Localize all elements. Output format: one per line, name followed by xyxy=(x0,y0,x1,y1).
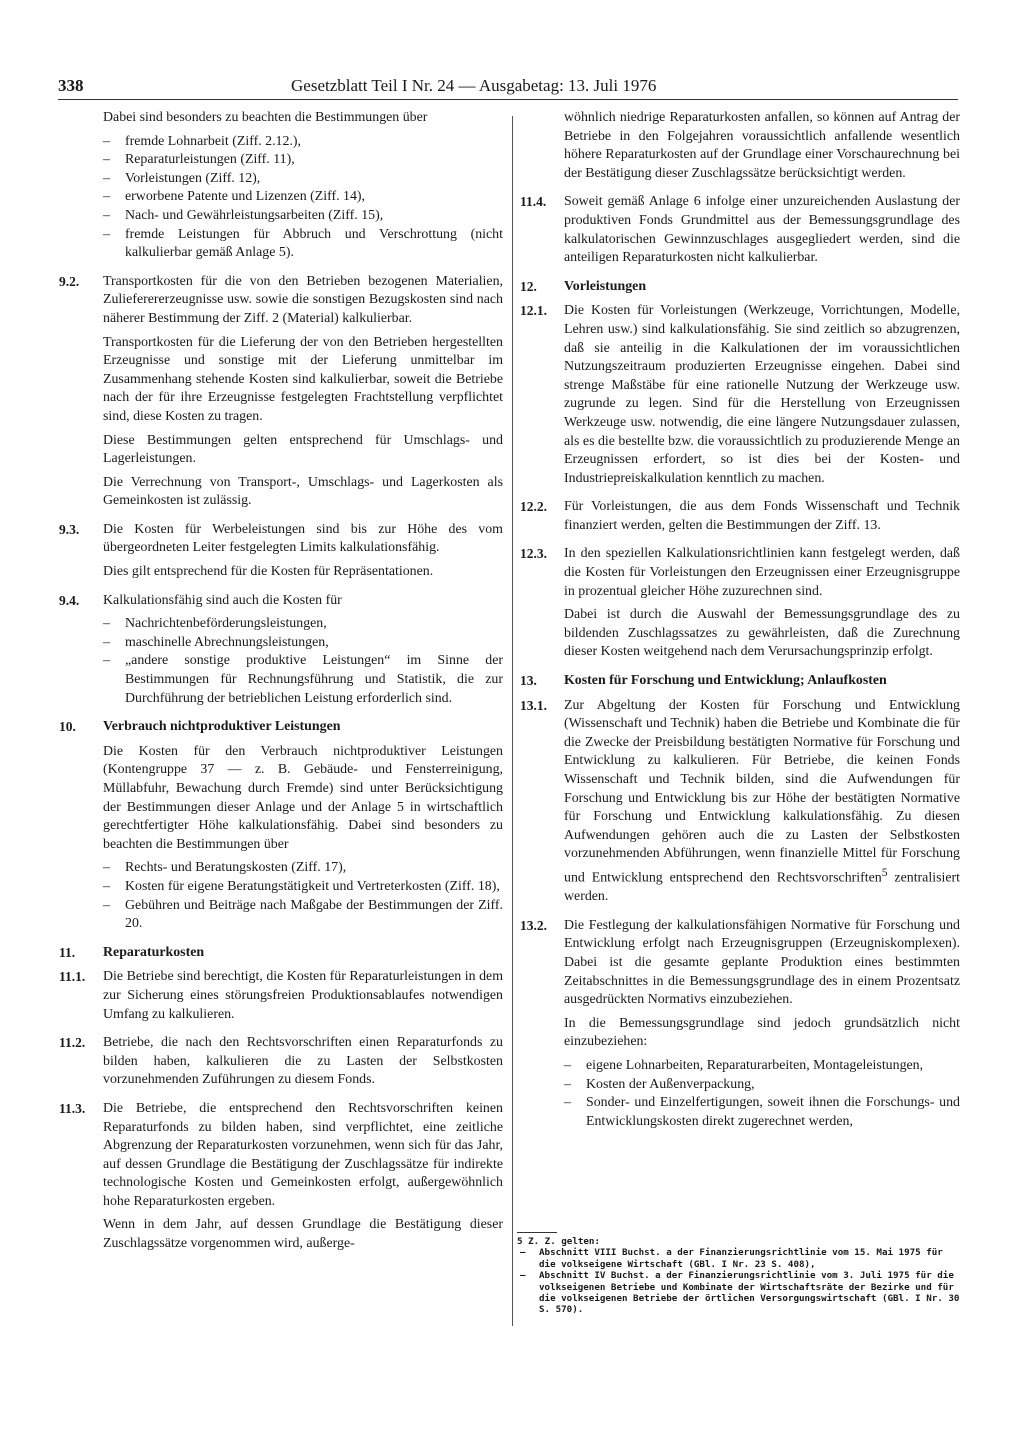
section-number: 12.3. xyxy=(520,546,547,562)
list-item: – eigene Lohnarbeiten, Reparaturarbeiten, Montageleistungen, xyxy=(564,1057,960,1076)
dash-list xyxy=(103,859,503,933)
header-rule xyxy=(58,99,958,100)
dash-list xyxy=(103,133,503,263)
paragraph: Die Kosten für Werbeleistungen sind bis zur Höhe des vom übergeordneten Leiter festgelegten Limits kalkulationsfähig. xyxy=(103,521,503,556)
right-column xyxy=(520,109,960,1137)
section-number: 11. xyxy=(59,944,76,960)
list-item: – „andere sonstige produktive Leistungen“ im Sinne der Bestimmungen für Rechnungsführung und Statistik, die zur Durchführung der betrieblichen Leistung erforderlich sind. xyxy=(103,652,503,708)
paragraph: Dabei ist durch die Auswahl der Bemessungsgrundlage des zu bildenden Zuschlagssatzes zu gewährleisten, daß die Zurechnung dieser Kosten weitgehend nach dem Verursachungsprinzip erfolgt. xyxy=(564,607,960,660)
list-item: – Nachrichtenbeförderungsleistungen, xyxy=(103,615,503,634)
list-item: – Kosten der Außenverpackung, xyxy=(564,1076,960,1095)
section-11-2 xyxy=(59,1034,503,1090)
section-number: 13.1. xyxy=(520,697,547,713)
list-item: – Reparaturleistungen (Ziff. 11), xyxy=(103,151,503,170)
paragraph: In die Bemessungsgrundlage sind jedoch grundsätzlich nicht einzubeziehen: xyxy=(564,1015,960,1050)
section-title: Kosten für Forschung und Entwicklung; Anlaufkosten xyxy=(564,673,887,689)
section-number: 12.1. xyxy=(520,303,547,319)
header-title: Gesetzblatt Teil I Nr. 24 — Ausgabetag: 13. Juli 1976 xyxy=(291,76,657,95)
paragraph: Dies gilt entsprechend für die Kosten für Repräsentationen. xyxy=(103,564,434,580)
section-12-3 xyxy=(520,545,960,662)
section-number: 10. xyxy=(59,719,76,735)
section-number: 11.2. xyxy=(59,1035,86,1051)
section-number: 13. xyxy=(520,673,537,689)
paragraph: Die Kosten für Vorleistungen (Werkzeuge, Vorrichtungen, Modelle, Lehren usw.) sind kalkulationsfähig. Sie sind zeitlich so abzugrenzen, daß sie anteilig in die Kalkulationen der im voraussichtlichen Nutzungszeitraum produzierten Erzeugnisse eingehen. Dabei sind strenge Maßstäbe für eine rationelle Nutzung der Werkzeuge usw. zugrunde zu legen. Sind für die Herstellung von Erzeugnissen Werkzeuge usw. notwendig, die eine längere Nutzungsdauer zulassen, als es die bestellte bzw. die voraussichtlich zu produzierende Menge an Erzeugnissen erfordert, so ist dies bei der Kosten- und Industriepreiskalkulation kenntlich zu machen. xyxy=(564,303,960,486)
section-number: 13.2. xyxy=(520,917,547,933)
section-9-4 xyxy=(59,592,503,709)
list-item: – fremde Lohnarbeit (Ziff. 2.12.), xyxy=(103,133,503,152)
paragraph: Dabei sind besonders zu beachten die Bestimmungen über xyxy=(103,110,428,125)
left-column xyxy=(59,109,503,1260)
list-item: – erworbene Patente und Lizenzen (Ziff. 14), xyxy=(103,188,503,207)
section-12-1 xyxy=(520,302,960,488)
footnote-item: – Abschnitt IV Buchst. a der Finanzierungsrichtlinie vom 3. Juli 1975 für die volkseigenen Betriebe und Kombinate der Wirtschaftsräte der Bezirke und für die volkseigenen Betriebe der örtlichen Versorgungswirtschaft (GBl. I Nr. 30 S. 570). xyxy=(517,1270,962,1316)
paragraph: Betriebe, die nach den Rechtsvorschriften einen Reparaturfonds zu bilden haben, kalkulieren die zu Lasten der Selbstkosten vorzunehmenden Zuführungen zu diesem Fonds. xyxy=(103,1035,503,1088)
paragraph: In den speziellen Kalkulationsrichtlinien kann festgelegt werden, daß die Kosten für Vorleistungen den Erzeugnissen einer Erzeugnisgruppe in prozentual gleicher Höhe zuzurechnen sind. xyxy=(564,546,960,599)
continuation-paragraph xyxy=(564,109,960,183)
section-title: Vorleistungen xyxy=(564,278,647,294)
section-number: 11.3. xyxy=(59,1100,86,1116)
column-divider xyxy=(512,116,513,1326)
section-number: 9.3. xyxy=(59,521,80,537)
list-item: – Gebühren und Beiträge nach Maßgabe der Bestimmungen der Ziff. 20. xyxy=(103,897,503,934)
paragraph: Für Vorleistungen, die aus dem Fonds Wissenschaft und Technik finanziert werden, gelten die Bestimmungen der Ziff. 13. xyxy=(564,499,960,533)
section-number: 9.2. xyxy=(59,273,80,289)
footnote xyxy=(517,1232,962,1316)
paragraph: Soweit gemäß Anlage 6 infolge einer unzureichenden Auslastung der produktiven Fonds Grundmittel aus der Bemessungsgrundlage des kalkulatorischen Gewinnzuschlages ausgegliedert werden, sind die anteiligen Reparaturkosten nicht kalkulierbar. xyxy=(564,194,960,266)
paragraph: Die Kosten für den Verbrauch nichtproduktiver Leistungen (Kontengruppe 37 — z. B. Gebäude- und Fensterreinigung, Müllabfuhr, Bewachung durch Fremde) sind unter Berücksichtigung der Bestimmungen dieser Anlage und der Anlage 5 in wirtschaftlich gerechtfertigter Höhe kalkulationsfähig. Dabei sind besonders zu beachten die Bestimmungen über xyxy=(103,743,503,852)
footnote-item: – Abschnitt VIII Buchst. a der Finanzierungsrichtlinie vom 15. Mai 1975 für die volkseigene Wirtschaft (GBl. I Nr. 23 S. 408), xyxy=(517,1247,962,1270)
page-header xyxy=(58,73,958,99)
section-number: 11.1. xyxy=(59,969,86,985)
paragraph xyxy=(564,697,960,907)
section-number: 11.4. xyxy=(520,194,547,210)
paragraph: Kalkulationsfähig sind auch die Kosten für xyxy=(103,592,342,608)
section-12-2 xyxy=(520,498,960,535)
paragraph: Die Festlegung der kalkulationsfähigen Normative für Forschung und Entwicklung erfolgt nach Erzeugnisgruppen (Erzeugniskomplexen). Dabei ist die gesamte geplante Produktion eines bestimmten Zeitabschnittes in die Bemessungsgrundlage des in einem Prozentsatz ausgedrückten Normativs einzubeziehen. xyxy=(564,917,960,1008)
section-13-1 xyxy=(520,697,960,907)
section-9-2 xyxy=(59,273,503,511)
list-item: – maschinelle Abrechnungsleistungen, xyxy=(103,634,503,653)
section-12 xyxy=(520,278,960,297)
footnote-head: 5 Z. Z. gelten: xyxy=(517,1236,600,1247)
list-item: – Kosten für eigene Beratungstätigkeit und Vertreterkosten (Ziff. 18), xyxy=(103,878,503,897)
paragraph: Die Betriebe sind berechtigt, die Kosten für Reparaturleistungen in dem zur Sicherung eines störungsfreien Produktionsablaufes notwendigen Umfang zu kalkulieren. xyxy=(103,969,503,1022)
list-item: – Rechts- und Beratungskosten (Ziff. 17), xyxy=(103,859,503,878)
footnote-rule xyxy=(517,1232,557,1233)
list-item: – Vorleistungen (Ziff. 12), xyxy=(103,170,503,189)
paragraph: wöhnlich niedrige Reparaturkosten anfallen, so können auf Antrag der Betriebe in den Folgejahren voraussichtlich anfallende wesentlich höhere Reparaturkosten auf der Grundlage einer Vorschaurechnung bei der Bestätigung dieser Zuschlagssätze berücksichtigt werden. xyxy=(564,110,960,181)
list-item: – Sonder- und Einzelfertigungen, soweit ihnen die Forschungs- und Entwicklungskosten direkt zugerechnet werden, xyxy=(564,1094,960,1131)
section-number: 9.4. xyxy=(59,592,80,608)
paragraph: Wenn in dem Jahr, auf dessen Grundlage die Bestätigung dieser Zuschlagssätze vorgenommen wird, außerge- xyxy=(103,1217,503,1252)
paragraph: Die Betriebe, die entsprechend den Rechtsvorschriften keinen Reparaturfonds zu bilden haben, sind verpflichtet, eine zeitliche Abgrenzung der Reparaturkosten vorzunehmen, wenn sich für das Jahr, auf dessen Grundlage die Bestätigung der Zuschlagssätze für indirekte technologische Kosten und Gemeinkosten erfolgt, außergewöhnlich hohe Reparaturkosten ergeben. xyxy=(103,1100,503,1209)
section-9-3 xyxy=(59,521,503,582)
section-11-1 xyxy=(59,968,503,1024)
section-11-4 xyxy=(520,193,960,267)
paragraph: Transportkosten für die Lieferung der von den Betrieben hergestellten Erzeugnisse und sonstige mit der Lieferung unmittelbar im Zusammenhang stehende Kosten sind kalkulierbar, soweit die Betriebe nach der für ihre Erzeugnisse festgelegten Frachtstellung verpflichtet sind, diese Kosten zu tragen. xyxy=(103,334,503,424)
paragraph: Transportkosten für die von den Betrieben bezogenen Materialien, Zulieferererzeugnisse usw. sowie die sonstigen Bezugskosten sind nach näherer Bestimmung der Ziff. 2 (Material) kalkulierbar. xyxy=(103,273,503,326)
section-title: Reparaturkosten xyxy=(103,944,205,960)
paragraph-text: Zur Abgeltung der Kosten für Forschung und Entwicklung (Wissenschaft und Technik) haben die Betriebe und Kombinate die für die Zwecke der Preisbildung bestätigten Normative für Forschung und Entwicklung zu kalkulieren. Für Betriebe, die keinen Fonds Wissenschaft und Technik bilden, sind die Aufwendungen für Forschung und Entwicklung bis zur Höhe der bestätigten Normative für Forschung und Entwicklung kalkulationsfähig. Zu diesen Aufwendungen gehören auch die zu Lasten der Selbstkosten vorzunehmenden Abführungen, wenn finanzielle Mittel für Forschung und Entwicklung entsprechend den Rechtsvorschriften xyxy=(564,697,960,886)
section-10 xyxy=(59,718,503,934)
dash-list xyxy=(564,1057,960,1131)
paragraph: Die Verrechnung von Transport-, Umschlags- und Lagerkosten als Gemeinkosten ist zulässig. xyxy=(103,474,503,509)
section-number: 12.2. xyxy=(520,499,547,515)
footnote-marker: 5 xyxy=(881,865,888,879)
section-13-2 xyxy=(520,917,960,1132)
paragraph-text: zentralisiert werden. xyxy=(564,870,960,905)
section-13 xyxy=(520,672,960,691)
intro-section xyxy=(103,109,503,263)
dash-list xyxy=(103,615,503,708)
section-title: Verbrauch nichtproduktiver Leistungen xyxy=(103,719,341,735)
list-item: – fremde Leistungen für Abbruch und Verschrottung (nicht kalkulierbar gemäß Anlage 5). xyxy=(103,226,503,263)
section-11-3 xyxy=(59,1100,503,1254)
section-number: 12. xyxy=(520,278,537,294)
list-item: – Nach- und Gewährleistungsarbeiten (Ziff. 15), xyxy=(103,207,503,226)
page-number: 338 xyxy=(58,76,84,95)
section-11 xyxy=(59,944,503,963)
paragraph: Diese Bestimmungen gelten entsprechend für Umschlags- und Lagerleistungen. xyxy=(103,432,503,467)
